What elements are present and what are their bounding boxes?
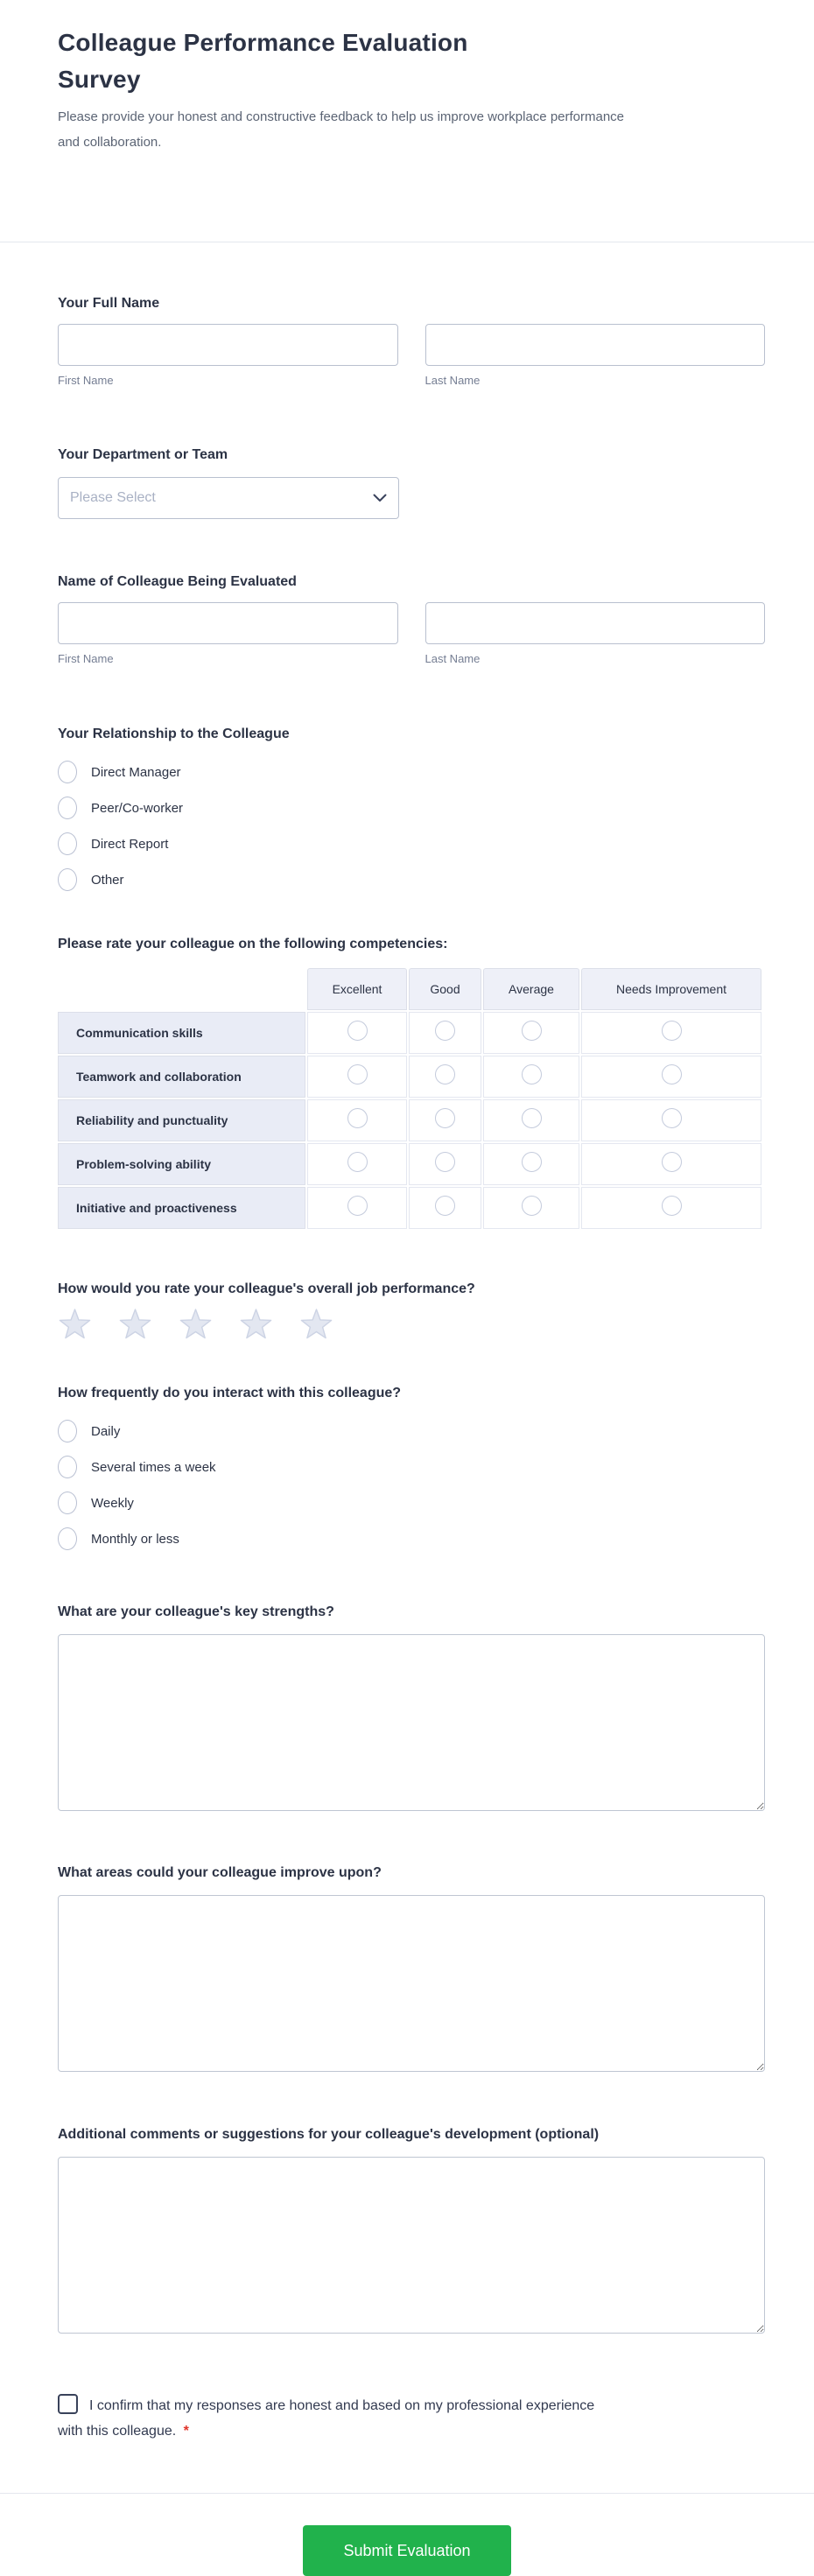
matrix-radio[interactable] xyxy=(435,1152,455,1172)
strengths-textarea[interactable] xyxy=(58,1634,765,1811)
frequency-options xyxy=(58,1420,765,1550)
matrix-radio[interactable] xyxy=(522,1196,542,1216)
star-rating xyxy=(58,1308,765,1341)
confirmation-label: I confirm that my responses are honest and based on my professional experience with this colleague. xyxy=(58,2398,595,2439)
radio-option[interactable] xyxy=(58,832,765,855)
matrix-corner-cell xyxy=(58,968,305,1010)
radio-option[interactable] xyxy=(58,1492,765,1514)
star-icon[interactable] xyxy=(239,1308,273,1341)
frequency-label: How frequently do you interact with this colleague? xyxy=(58,1386,402,1400)
matrix-radio[interactable] xyxy=(662,1152,682,1172)
matrix-radio[interactable] xyxy=(435,1196,455,1216)
matrix-radio[interactable] xyxy=(522,1021,542,1041)
matrix-row xyxy=(58,1056,761,1098)
matrix-row-label: Communication skills xyxy=(58,1012,305,1054)
radio-option-label: Peer/Co-worker xyxy=(91,800,184,816)
section-department xyxy=(58,446,765,519)
radio-button-icon[interactable] xyxy=(58,832,77,855)
department-label: Your Department or Team xyxy=(58,447,228,462)
radio-option[interactable] xyxy=(58,761,765,783)
matrix-radio[interactable] xyxy=(347,1108,368,1128)
full-name-label: Your Full Name xyxy=(58,296,160,311)
matrix-radio[interactable] xyxy=(435,1108,455,1128)
matrix-row-label: Reliability and punctuality xyxy=(58,1099,305,1141)
radio-option[interactable] xyxy=(58,797,765,819)
page-subtitle: Please provide your honest and constructive feedback to help us improve workplace performance and collaboration. xyxy=(58,109,625,150)
star-icon[interactable] xyxy=(118,1308,152,1341)
colleague-name-label: Name of Colleague Being Evaluated xyxy=(58,574,297,589)
confirmation-field[interactable] xyxy=(58,2393,622,2444)
matrix-column-header: Excellent xyxy=(307,968,407,1010)
radio-button-icon[interactable] xyxy=(58,1527,77,1550)
colleague-first-name-input[interactable] xyxy=(58,602,398,644)
matrix-radio[interactable] xyxy=(347,1021,368,1041)
radio-option-label: Daily xyxy=(91,1423,121,1439)
radio-button-icon[interactable] xyxy=(58,761,77,783)
improvements-label: What areas could your colleague improve upon? xyxy=(58,1865,382,1880)
submit-row xyxy=(0,2525,814,2576)
section-relationship xyxy=(58,725,765,891)
footer-divider xyxy=(0,2493,814,2494)
matrix-radio[interactable] xyxy=(347,1064,368,1084)
radio-option-label: Monthly or less xyxy=(91,1531,179,1547)
section-colleague-name xyxy=(58,572,765,666)
overall-rating-label: How would you rate your colleague's overall job performance? xyxy=(58,1281,475,1296)
matrix-radio[interactable] xyxy=(522,1108,542,1128)
radio-button-icon[interactable] xyxy=(58,1420,77,1442)
section-strengths xyxy=(58,1603,765,1815)
matrix-body xyxy=(58,1012,761,1229)
matrix-row xyxy=(58,1143,761,1185)
matrix-radio[interactable] xyxy=(435,1021,455,1041)
matrix-row xyxy=(58,1012,761,1054)
radio-button-icon[interactable] xyxy=(58,797,77,819)
star-icon[interactable] xyxy=(179,1308,213,1341)
first-name-input[interactable] xyxy=(58,324,398,366)
radio-option[interactable] xyxy=(58,1527,765,1550)
radio-button-icon[interactable] xyxy=(58,1456,77,1478)
first-name-sublabel: First Name xyxy=(58,374,114,387)
matrix-row xyxy=(58,1187,761,1229)
radio-button-icon[interactable] xyxy=(58,868,77,891)
colleague-last-name-input[interactable] xyxy=(425,602,766,644)
radio-option-label: Weekly xyxy=(91,1495,134,1511)
relationship-label: Your Relationship to the Colleague xyxy=(58,726,290,741)
star-icon[interactable] xyxy=(58,1308,92,1341)
matrix-radio[interactable] xyxy=(522,1152,542,1172)
department-select[interactable] xyxy=(58,477,399,519)
matrix-radio[interactable] xyxy=(662,1021,682,1041)
improvements-textarea[interactable] xyxy=(58,1895,765,2072)
last-name-sublabel: Last Name xyxy=(425,374,481,387)
required-asterisk: * xyxy=(183,2424,189,2439)
radio-option-label: Several times a week xyxy=(91,1459,216,1475)
radio-option-label: Direct Manager xyxy=(91,764,181,780)
matrix-row-label: Initiative and proactiveness xyxy=(58,1187,305,1229)
matrix-column-header: Average xyxy=(483,968,579,1010)
comments-label: Additional comments or suggestions for your colleague's development (optional) xyxy=(58,2127,600,2142)
last-name-input[interactable] xyxy=(425,324,766,366)
matrix-radio[interactable] xyxy=(662,1064,682,1084)
radio-option[interactable] xyxy=(58,1420,765,1442)
matrix-radio[interactable] xyxy=(347,1152,368,1172)
matrix-radio[interactable] xyxy=(662,1196,682,1216)
page-title: Colleague Performance Evaluation Survey xyxy=(58,29,468,93)
chevron-down-icon xyxy=(373,494,387,502)
star-icon[interactable] xyxy=(299,1308,333,1341)
comments-textarea[interactable] xyxy=(58,2157,765,2334)
submit-button[interactable]: Submit Evaluation xyxy=(303,2525,511,2576)
radio-option[interactable] xyxy=(58,868,765,891)
radio-button-icon[interactable] xyxy=(58,1492,77,1514)
competencies-label: Please rate your colleague on the following competencies: xyxy=(58,937,448,951)
matrix-header-row xyxy=(58,968,761,1010)
matrix-radio[interactable] xyxy=(347,1196,368,1216)
matrix-column-header: Good xyxy=(409,968,481,1010)
section-competencies xyxy=(58,935,765,1231)
section-overall-rating xyxy=(58,1280,765,1341)
section-full-name xyxy=(58,294,765,388)
section-comments xyxy=(58,2125,765,2338)
relationship-options xyxy=(58,761,765,891)
section-confirmation xyxy=(58,2393,765,2444)
radio-option-label: Direct Report xyxy=(91,836,169,852)
competency-matrix xyxy=(56,966,763,1231)
form-header xyxy=(0,0,814,242)
colleague-last-name-sublabel: Last Name xyxy=(425,652,481,665)
section-improvements xyxy=(58,1864,765,2076)
department-select-value: Please Select xyxy=(70,490,156,505)
matrix-row xyxy=(58,1099,761,1141)
matrix-column-header: Needs Improvement xyxy=(581,968,761,1010)
matrix-row-label: Teamwork and collaboration xyxy=(58,1056,305,1098)
matrix-radio[interactable] xyxy=(435,1064,455,1084)
matrix-radio[interactable] xyxy=(522,1064,542,1084)
strengths-label: What are your colleague's key strengths? xyxy=(58,1604,334,1619)
matrix-radio[interactable] xyxy=(662,1108,682,1128)
colleague-first-name-sublabel: First Name xyxy=(58,652,114,665)
section-frequency xyxy=(58,1384,765,1550)
matrix-row-label: Problem-solving ability xyxy=(58,1143,305,1185)
confirmation-checkbox[interactable] xyxy=(58,2394,78,2414)
radio-option[interactable] xyxy=(58,1456,765,1478)
radio-option-label: Other xyxy=(91,872,124,888)
